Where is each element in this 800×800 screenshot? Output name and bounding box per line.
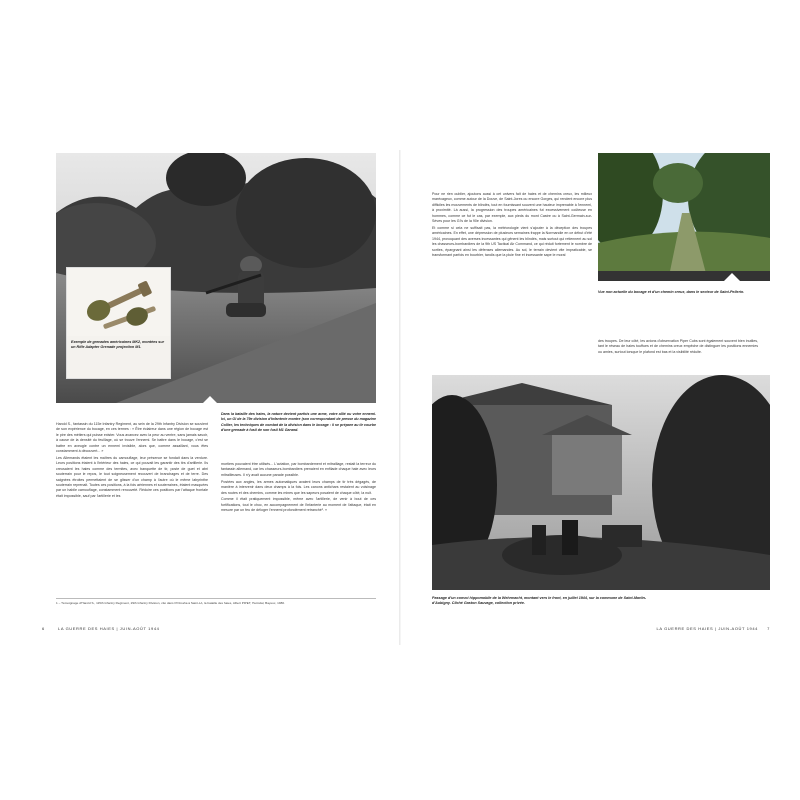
left-column-1 (56, 422, 208, 597)
page-number: 7 (767, 626, 770, 631)
paragraph: mortiers pouvaient être utilisés... L'aviation, par bombardement et mitraillage, restait la terreur du fantassin allemand, car les chasseurs-bombardiers prenaient en enfilade chaque haie avec leurs mitrailleuses. Il n'y avait aucune parade possible. (221, 462, 376, 477)
page-fold (399, 150, 401, 645)
right-page (418, 150, 770, 650)
paragraph: Et comme si cela ne suffisait pas, la météorologie vient s'ajouter à la déception des troupes américaines. En effet, une dépression de plusieurs semaines frappe la Normandie en ce début d'été 1944, provoquant des averses incessantes qui gênent les blindés, mais surtout qui retiennent au sol les chasseurs-bombardiers de la 9th US Tactical Air Command, ce qui réduit fortement le nombre de sorties, épargnant ainsi les défenses allemandes. Au sol, le terrain devient vite impraticable, se transformant parfois en bourbier, tandis que la pluie fine et incessante sape le moral (432, 225, 592, 257)
inset-caption: Exemple de grenades américaines MK2, montées sur un Rifle Adapter Grenade projection M1. (71, 340, 165, 350)
left-column-2 (221, 462, 376, 612)
paragraph: Comme il était pratiquement impossible, même avec l'artillerie, de venir à bout de ces fortifications, tout le choc, en accompagnement de l'infanterie au moment de l'attaque, était en mesure par un feu de déloger l'ennemi profondément retranché¹. » (221, 497, 376, 513)
paragraph: Postées aux angles, les armes automatiques avaient leurs champs de tir très dégagés, de manière à intervenir dans deux champs à la fois. Les canons antichars restaient au voisinage des routes et des chemins, comme les mines que les sapeurs posaient de chaque côté, la nuit. (221, 479, 376, 495)
running-head: LA GUERRE DES HAIES | JUIN-AOÛT 1944 (58, 626, 160, 631)
paragraph: Pour ne rien oublier, ajoutons aussi à cet univers fait de haies et de chemins creux, les milieux marécageux, comme autour de la Douve, de Saint-Jores ou encore Gorges, qui rendent encore plus difficiles les mouvements de blindés, tout en fournissant souvent une hauteur imprenable à l'ennemi, à proximité. Là aussi, la progression des troupes américaines fut excessivement coûteuse en hommes, comme ce fut le cas, par exemple, aux pieds du mont Castre ou à Saint-Germain-sur-Sèves pour les GI's de la 90e division. (432, 192, 592, 224)
running-head: LA GUERRE DES HAIES | JUIN-AOÛT 1944 (656, 626, 758, 631)
right-photo-caption: Vue non actuelle du bocage et d'un chemin creux, dans le secteur de Saint-Pellerin. (598, 290, 745, 294)
footnote-divider (56, 598, 376, 599)
left-photo-caption (221, 412, 376, 435)
paragraph: des troupes. De leur côté, les avions d'observation Piper Cubs sont également souvent bien inutiles, tant le réseau de haies touffues et de chemins creux empêche de distinguer les positions ennemies ou amies, surtout lorsque le plafond est bas et la visibilité réduite. (598, 339, 758, 354)
right-footer (418, 626, 770, 650)
photo-corner-marker (200, 396, 220, 406)
bottom-photo-caption: Passage d'un convoi hippomobile de la Wehrmacht, montant vers le front, en juillet 1944, sur la commune de Saint-Martin-d'Aubigny. Cliché Gaston Sauvage, collection privée. (432, 596, 647, 606)
footnote: 1 – Témoignage d'Harold S., 115th Infantry Regiment, 29th Infantry Division, cité dans D'Omaha à Saint-Lô, la bataille des haies, Albert PIPET, Heimdal, Bayeux, 1980. (56, 601, 285, 605)
sunken-lane-photo (598, 153, 770, 281)
page-number: 6 (42, 626, 45, 631)
left-page (42, 150, 380, 650)
grenade-inset (67, 268, 170, 378)
caption-text: Dans la bataille des haies, la nature devient parfois une arme, votre allié ou votre ennemi. Ici, un GI de la 79e division d'infanterie montre (son correspondant de presse du magazine Collier, les techniques de combat de la division dans le bocage : il se prépare au tir courbe d'une grenade à fusil de son fusil M1 Garand. (221, 412, 376, 433)
left-footer (42, 626, 380, 650)
right-column-2 (598, 339, 758, 357)
paragraph: Harold S., fantassin du 115e Infantry Regiment, au sein de la 29th Infantry Division se souvient de son expérience du bocage, en ces termes : « Être éclaireur dans une région de bocage est le pire des métiers qui puisse exister. Vous avancez avec la peur au ventre, sans jamais savoir, à cause de la densité du feuillage, où se trouve l'ennemi. Se battre dans le bocage, c'est se battre en aveugle contre un ennemi invisible, alors que, comme assaillant, vous êtes constamment à découvert... » (56, 422, 208, 454)
paragraph: Les Allemands étaient les maîtres du camouflage, leur présence se fondait dans la verdure. Leurs positions étaient à l'intérieur des haies, ce qui pouvait les garantir des tirs d'artillerie. Ils creusaient les haies comme des termites, avec banquette de tir, poste de guet et abri souterrain pour le repos, le tout soigneusement recouvert de branchages et de terre. Des saignées étroites permettaient de se glisser d'un champ à l'autre où le même labyrinthe souterrain reprenait. Toutes ces positions, à la fois aériennes et souterraines, étaient masquées par un habile camouflage, constamment renouvelé. Réduire ces positions par l'attaque frontale était impossible, sauf par l'artillerie et les (56, 455, 208, 498)
grenade-image (67, 268, 170, 336)
wehrmacht-convoy-photo (432, 375, 770, 590)
photo-corner-marker (722, 273, 742, 283)
right-column-1 (432, 192, 592, 377)
